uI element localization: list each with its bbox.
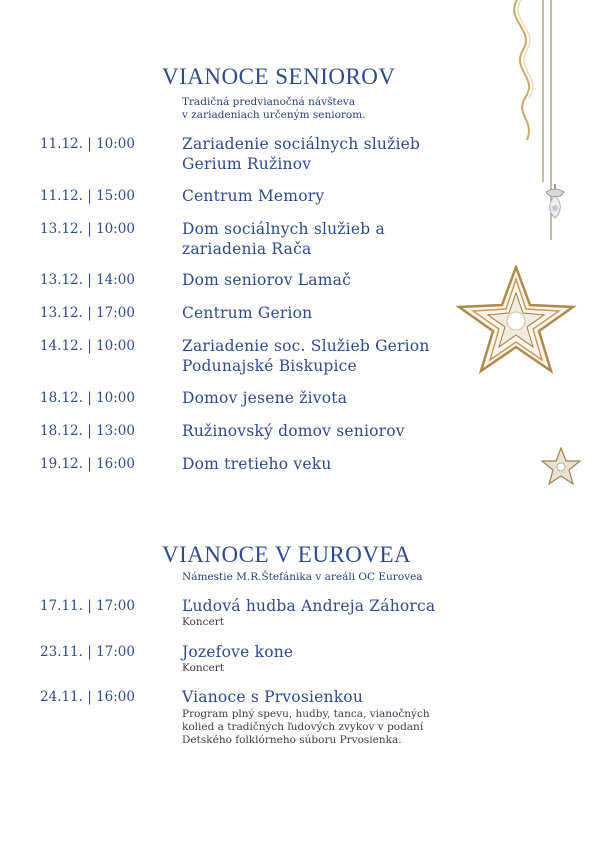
event-datetime: 19.12. | 16:00 bbox=[40, 456, 135, 472]
event-title: Vianoce s Prvosienkou bbox=[182, 688, 363, 706]
event-title: Ľudová hudba Andreja Záhorca bbox=[182, 597, 436, 615]
event-datetime: 17.11. | 17:00 bbox=[40, 598, 135, 614]
event-datetime: 13.12. | 10:00 bbox=[40, 221, 135, 237]
event-datetime: 13.12. | 14:00 bbox=[40, 272, 135, 288]
event-venue: Dom sociálnych služieb a zariadenia Rača bbox=[182, 220, 385, 258]
eurovea-subtitle: Námestie M.R.Štefánika v areáli OC Eurovea bbox=[182, 571, 423, 583]
event-venue: Zariadenie sociálnych služieb Gerium Ružinov bbox=[182, 135, 421, 173]
event-venue: Centrum Memory bbox=[182, 187, 325, 205]
event-note: Koncert bbox=[182, 616, 224, 628]
event-note: Koncert bbox=[182, 662, 224, 674]
event-datetime: 13.12. | 17:00 bbox=[40, 305, 135, 321]
event-venue: Centrum Gerion bbox=[182, 304, 313, 322]
event-venue: Domov jesene života bbox=[182, 389, 348, 407]
event-datetime: 18.12. | 10:00 bbox=[40, 390, 135, 406]
event-datetime: 11.12. | 15:00 bbox=[40, 188, 135, 204]
event-datetime: 24.11. | 16:00 bbox=[40, 689, 135, 705]
seniors-title: VIANOCE SENIOROV bbox=[162, 64, 396, 89]
event-datetime: 18.12. | 13:00 bbox=[40, 423, 135, 439]
event-datetime: 23.11. | 17:00 bbox=[40, 644, 135, 660]
small-star-icon bbox=[540, 446, 582, 486]
small-ornament-icon bbox=[540, 182, 570, 222]
seniors-subtitle-line1: Tradičná predvianočná návšteva bbox=[182, 96, 356, 108]
event-venue: Ružinovský domov seniorov bbox=[182, 422, 405, 440]
event-datetime: 11.12. | 10:00 bbox=[40, 136, 135, 152]
event-datetime: 14.12. | 10:00 bbox=[40, 338, 135, 354]
eurovea-title: VIANOCE V EUROVEA bbox=[162, 542, 412, 567]
event-description: Program plný spevu, hudby, tanca, vianočných kolied a tradičných ľudových zvykov v podaní Detského folklórneho súboru Prvosienka. bbox=[182, 708, 430, 746]
seniors-subtitle-line2: v zariadeniach určeným seniorom. bbox=[182, 109, 366, 121]
event-title: Jozefove kone bbox=[182, 643, 294, 661]
event-venue: Dom seniorov Lamač bbox=[182, 271, 351, 289]
event-venue: Zariadenie soc. Služieb Gerion Podunajské Biskupice bbox=[182, 337, 430, 375]
event-venue: Dom tretieho veku bbox=[182, 455, 332, 473]
